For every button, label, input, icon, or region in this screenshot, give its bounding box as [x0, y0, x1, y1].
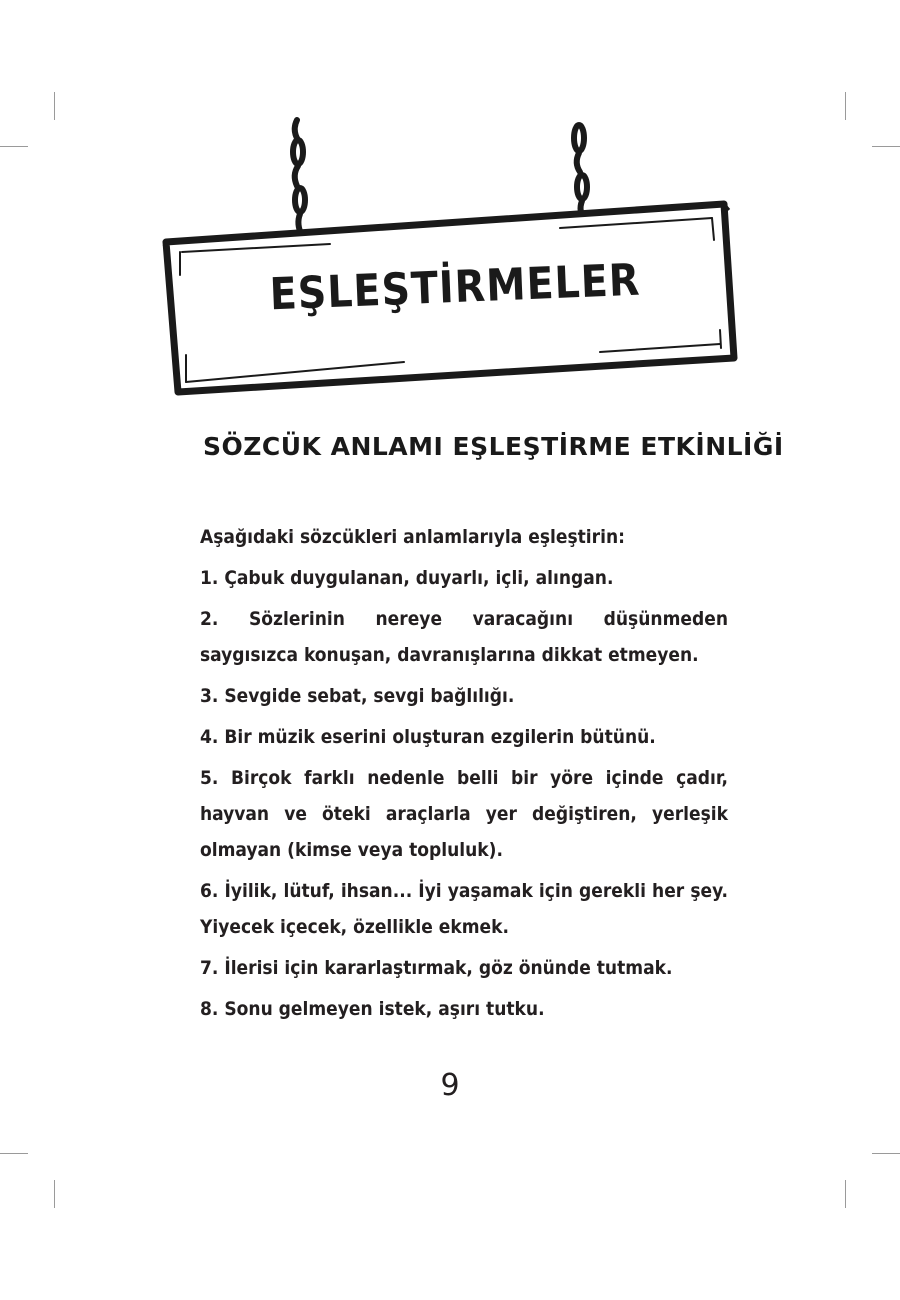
list-item: 2. Sözlerinin nereye varacağını düşünmeden saygısızca konuşan, davranışlarına dikkat etmeyen. — [200, 608, 728, 666]
sign-title: EŞLEŞTİRMELER — [268, 254, 642, 321]
crop-mark-bottom-right-horizontal — [872, 1153, 900, 1154]
crop-mark-bottom-left-vertical — [54, 1180, 55, 1208]
section-heading: SÖZCÜK ANLAMI EŞLEŞTİRME ETKİNLİĞİ — [203, 432, 784, 461]
crop-mark-bottom-left-horizontal — [0, 1153, 28, 1154]
list-item: 5. Birçok farklı nedenle belli bir yöre içinde çadır, hayvan ve öteki araçlarla yer değiştiren, yerleşik olmayan (kimse veya topluluk). — [200, 767, 728, 861]
list-item: 4. Bir müzik eserini oluşturan ezgilerin bütünü. — [200, 726, 656, 748]
hanging-sign-illustration — [0, 0, 900, 420]
instruction-text: Aşağıdaki sözcükleri anlamlarıyla eşleştirin: — [200, 526, 625, 548]
left-chain-icon — [293, 120, 305, 236]
page-number: 9 — [440, 1068, 460, 1103]
list-item: 1. Çabuk duygulanan, duyarlı, içli, alıngan. — [200, 567, 614, 589]
list-item: 7. İlerisi için kararlaştırmak, göz önünde tutmak. — [200, 957, 673, 979]
list-item: 3. Sevgide sebat, sevgi bağlılığı. — [200, 685, 515, 707]
list-item: 6. İyilik, lütuf, ihsan... İyi yaşamak için gerekli her şey. Yiyecek içecek, özellikle ekmek. — [200, 880, 728, 938]
right-chain-icon — [574, 125, 587, 220]
exercise-content — [200, 519, 728, 1032]
crop-mark-bottom-right-vertical — [845, 1180, 846, 1208]
list-item: 8. Sonu gelmeyen istek, aşırı tutku. — [200, 998, 545, 1020]
